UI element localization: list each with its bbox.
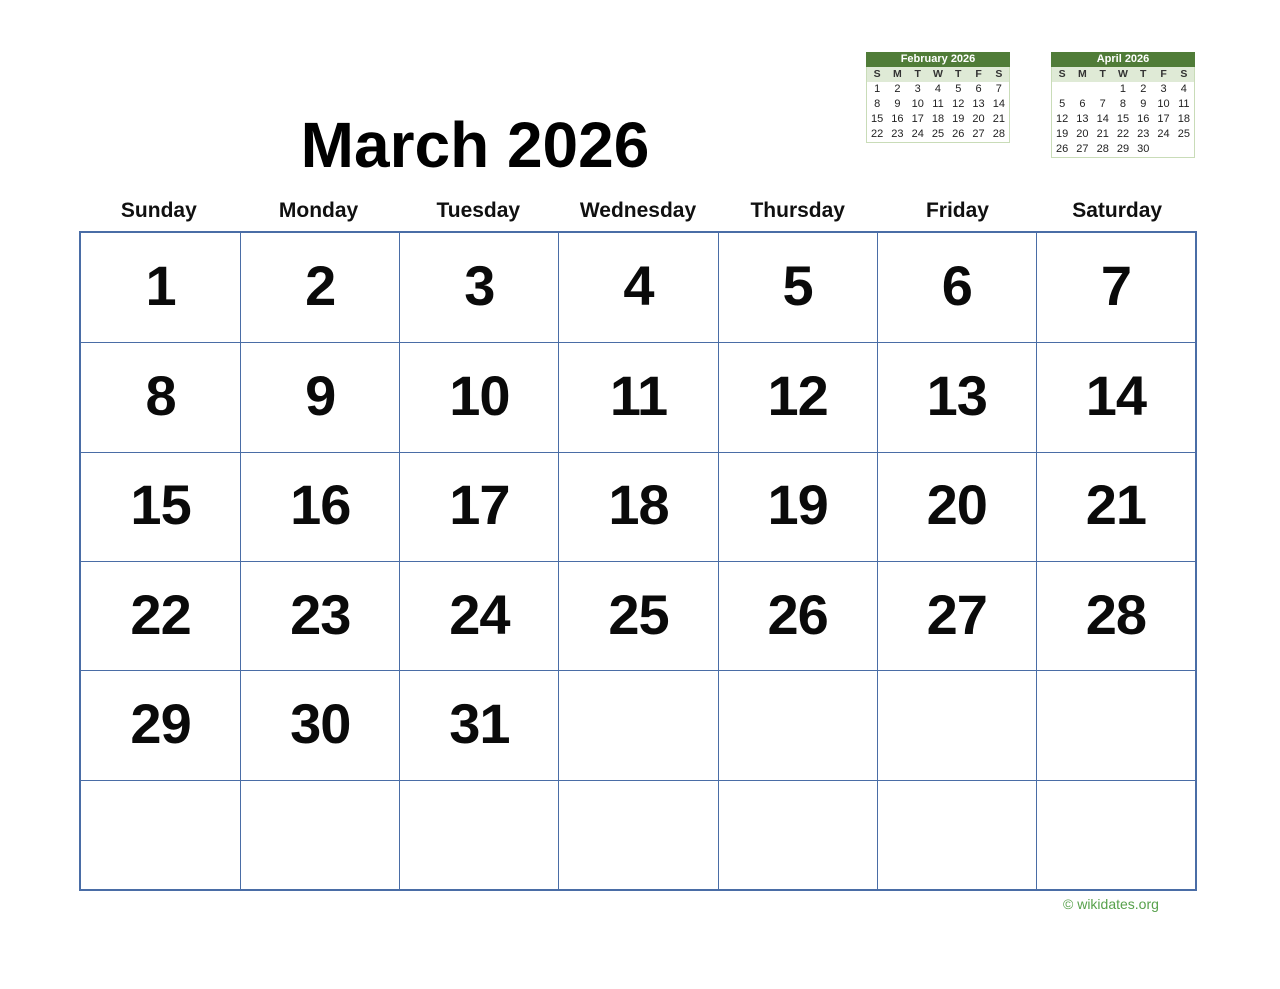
day-cell xyxy=(399,561,558,670)
mini-day: 9 xyxy=(1140,98,1147,110)
day-number: 4 xyxy=(623,254,654,318)
mini-day: 26 xyxy=(1056,143,1069,155)
mini-day: 3 xyxy=(1160,83,1167,95)
day-cell xyxy=(718,561,877,670)
mini-day-letter: T xyxy=(914,68,921,80)
mini-day: 19 xyxy=(1056,128,1069,140)
day-cell xyxy=(877,342,1036,451)
mini-day-empty xyxy=(1093,82,1113,97)
mini-day: 12 xyxy=(952,98,965,110)
mini-day: 4 xyxy=(1180,83,1187,95)
mini-day: 28 xyxy=(1096,143,1109,155)
day-cell xyxy=(877,452,1036,561)
day-cell xyxy=(399,452,558,561)
weekday-header-wednesday: Wednesday xyxy=(579,199,697,222)
mini-day: 7 xyxy=(995,83,1002,95)
day-number: 25 xyxy=(608,582,669,646)
mini-day: 30 xyxy=(1137,143,1150,155)
mini-week-row xyxy=(1052,82,1194,97)
mini-day-letter: W xyxy=(933,68,943,80)
mini-day-letter: W xyxy=(1118,68,1128,80)
mini-day: 23 xyxy=(891,128,904,140)
mini-day-empty xyxy=(1072,82,1092,97)
mini-day: 28 xyxy=(992,128,1005,140)
weekday-header-sunday: Sunday xyxy=(120,199,197,222)
day-cell xyxy=(558,452,717,561)
day-cell xyxy=(81,233,240,342)
mini-day: 18 xyxy=(931,113,945,125)
mini-day: 12 xyxy=(1056,113,1069,125)
day-cell-empty xyxy=(558,780,717,889)
day-cell-empty xyxy=(877,670,1036,779)
mini-day: 13 xyxy=(972,98,985,110)
day-number: 21 xyxy=(1085,473,1147,537)
day-cell-empty xyxy=(1036,780,1195,889)
mini-day-letter: M xyxy=(893,68,902,80)
day-number: 17 xyxy=(449,473,510,537)
mini-week-row xyxy=(1052,112,1194,127)
mini-day: 8 xyxy=(1119,98,1127,110)
mini-day: 17 xyxy=(911,113,924,125)
day-cell-empty xyxy=(877,780,1036,889)
weekday-header-thursday: Thursday xyxy=(750,199,845,222)
calendar-grid xyxy=(79,231,1197,891)
mini-day: 3 xyxy=(914,83,921,95)
day-cell xyxy=(81,561,240,670)
day-cell xyxy=(718,342,877,451)
day-cell xyxy=(240,342,399,451)
mini-day-letter: M xyxy=(1078,68,1087,80)
mini-day: 29 xyxy=(1116,143,1130,155)
mini-day-letter: T xyxy=(955,68,962,80)
mini-day: 22 xyxy=(1116,128,1130,140)
day-number: 31 xyxy=(449,691,510,755)
mini-day-empty xyxy=(1052,82,1072,97)
day-number: 26 xyxy=(767,582,828,646)
day-cell-empty xyxy=(718,670,877,779)
day-cell xyxy=(240,561,399,670)
day-number: 16 xyxy=(290,473,351,537)
mini-day: 25 xyxy=(931,128,945,140)
day-number: 11 xyxy=(609,363,668,427)
day-cell xyxy=(1036,342,1195,451)
mini-day: 15 xyxy=(871,113,884,125)
day-cell-empty xyxy=(81,780,240,889)
day-number: 5 xyxy=(782,254,813,318)
mini-day-letter: S xyxy=(1058,68,1066,80)
mini-day: 13 xyxy=(1076,113,1089,125)
mini-day: 22 xyxy=(871,128,884,140)
mini-day-empty xyxy=(1174,142,1194,157)
mini-day-letter: S xyxy=(995,68,1003,80)
mini-week-row xyxy=(867,97,1009,112)
mini-calendar-february xyxy=(866,52,1010,143)
mini-day: 24 xyxy=(1157,128,1170,140)
mini-day: 1 xyxy=(874,83,881,95)
mini-day: 7 xyxy=(1099,98,1106,110)
day-cell xyxy=(240,670,399,779)
mini-calendar-title: April 2026 xyxy=(1051,52,1195,67)
day-number: 27 xyxy=(926,582,987,646)
mini-day: 20 xyxy=(972,113,985,125)
day-cell xyxy=(877,561,1036,670)
copyright-text: © wikidates.org xyxy=(1063,896,1159,912)
day-cell xyxy=(399,342,558,451)
mini-day-empty xyxy=(1153,142,1173,157)
mini-day: 26 xyxy=(952,128,965,140)
mini-day: 1 xyxy=(1119,83,1127,95)
mini-week-row xyxy=(867,112,1009,127)
day-number: 7 xyxy=(1100,254,1131,318)
day-cell xyxy=(558,342,717,451)
mini-day: 9 xyxy=(894,98,901,110)
mini-week-row xyxy=(1052,142,1194,157)
mini-day: 17 xyxy=(1157,113,1170,125)
mini-day: 21 xyxy=(992,113,1005,125)
mini-calendar-body xyxy=(1051,67,1195,158)
mini-calendar-title: February 2026 xyxy=(866,52,1010,67)
day-number: 14 xyxy=(1085,363,1147,427)
mini-day: 4 xyxy=(934,83,942,95)
mini-week-row xyxy=(1052,97,1194,112)
day-cell xyxy=(1036,561,1195,670)
mini-day-letter: T xyxy=(1140,68,1147,80)
mini-day: 15 xyxy=(1116,113,1130,125)
day-number: 29 xyxy=(130,691,191,755)
day-number: 18 xyxy=(608,473,669,537)
day-cell xyxy=(81,452,240,561)
mini-day: 16 xyxy=(891,113,904,125)
day-cell xyxy=(399,670,558,779)
day-cell xyxy=(240,452,399,561)
day-number: 22 xyxy=(130,582,191,646)
mini-week-row xyxy=(867,82,1009,97)
day-cell xyxy=(399,233,558,342)
day-number: 24 xyxy=(449,582,510,646)
mini-day: 16 xyxy=(1137,113,1150,125)
mini-day: 11 xyxy=(932,98,944,110)
mini-day: 11 xyxy=(1178,98,1190,110)
day-number: 3 xyxy=(464,254,495,318)
day-cell xyxy=(1036,452,1195,561)
mini-day: 20 xyxy=(1076,128,1089,140)
day-number: 23 xyxy=(290,582,351,646)
mini-day: 19 xyxy=(952,113,965,125)
mini-day: 6 xyxy=(1079,98,1086,110)
mini-calendar-april xyxy=(1051,52,1195,158)
day-cell xyxy=(718,452,877,561)
day-number: 8 xyxy=(145,363,176,427)
day-number: 6 xyxy=(941,254,972,318)
day-number: 12 xyxy=(767,363,828,427)
mini-day-letter: T xyxy=(1099,68,1106,80)
day-cell-empty xyxy=(1036,670,1195,779)
day-number: 9 xyxy=(305,363,336,427)
mini-day: 14 xyxy=(992,98,1005,110)
mini-week-row xyxy=(1052,127,1194,142)
mini-day: 27 xyxy=(972,128,985,140)
mini-day: 10 xyxy=(911,98,924,110)
mini-day: 6 xyxy=(975,83,982,95)
mini-day: 14 xyxy=(1096,113,1109,125)
day-cell xyxy=(877,233,1036,342)
mini-day: 24 xyxy=(911,128,924,140)
mini-day: 5 xyxy=(955,83,962,95)
mini-week-row xyxy=(867,127,1009,142)
day-cell-empty xyxy=(240,780,399,889)
day-cell xyxy=(1036,233,1195,342)
mini-day-letter: F xyxy=(975,68,982,80)
mini-day: 25 xyxy=(1177,128,1190,140)
mini-day-letter: S xyxy=(1180,68,1188,80)
day-number: 30 xyxy=(290,691,351,755)
mini-calendar-body xyxy=(866,67,1010,143)
day-cell-empty xyxy=(718,780,877,889)
day-cell xyxy=(240,233,399,342)
mini-day: 23 xyxy=(1137,128,1150,140)
page-title: March 2026 xyxy=(300,108,650,181)
day-cell xyxy=(81,342,240,451)
day-number: 10 xyxy=(449,363,510,427)
day-cell xyxy=(81,670,240,779)
day-number: 2 xyxy=(305,254,336,318)
day-number: 20 xyxy=(926,473,987,537)
mini-day: 5 xyxy=(1059,98,1066,110)
day-cell xyxy=(718,233,877,342)
weekday-header-monday: Monday xyxy=(278,199,359,222)
day-cell-empty xyxy=(399,780,558,889)
weekday-header-row xyxy=(79,199,1197,223)
day-cell xyxy=(558,561,717,670)
mini-day-letter: S xyxy=(873,68,881,80)
mini-day: 10 xyxy=(1157,98,1170,110)
mini-day: 18 xyxy=(1177,113,1190,125)
day-number: 19 xyxy=(767,473,828,537)
day-cell xyxy=(558,233,717,342)
weekday-header-saturday: Saturday xyxy=(1072,199,1163,222)
mini-day-letters-row xyxy=(1052,67,1194,82)
weekday-header-friday: Friday xyxy=(925,199,989,222)
mini-day-letter: F xyxy=(1160,68,1167,80)
mini-day: 27 xyxy=(1076,143,1089,155)
day-number: 1 xyxy=(145,254,176,318)
mini-day-letters-row xyxy=(867,67,1009,82)
day-number: 13 xyxy=(926,363,987,427)
mini-weeks xyxy=(1052,82,1194,157)
mini-day: 8 xyxy=(874,98,881,110)
day-number: 15 xyxy=(130,473,191,537)
weekday-header-tuesday: Tuesday xyxy=(436,199,521,222)
mini-weeks xyxy=(867,82,1009,142)
mini-day: 2 xyxy=(894,83,901,95)
mini-day: 2 xyxy=(1140,83,1147,95)
day-number: 28 xyxy=(1085,582,1147,646)
day-cell-empty xyxy=(558,670,717,779)
mini-day: 21 xyxy=(1096,128,1109,140)
